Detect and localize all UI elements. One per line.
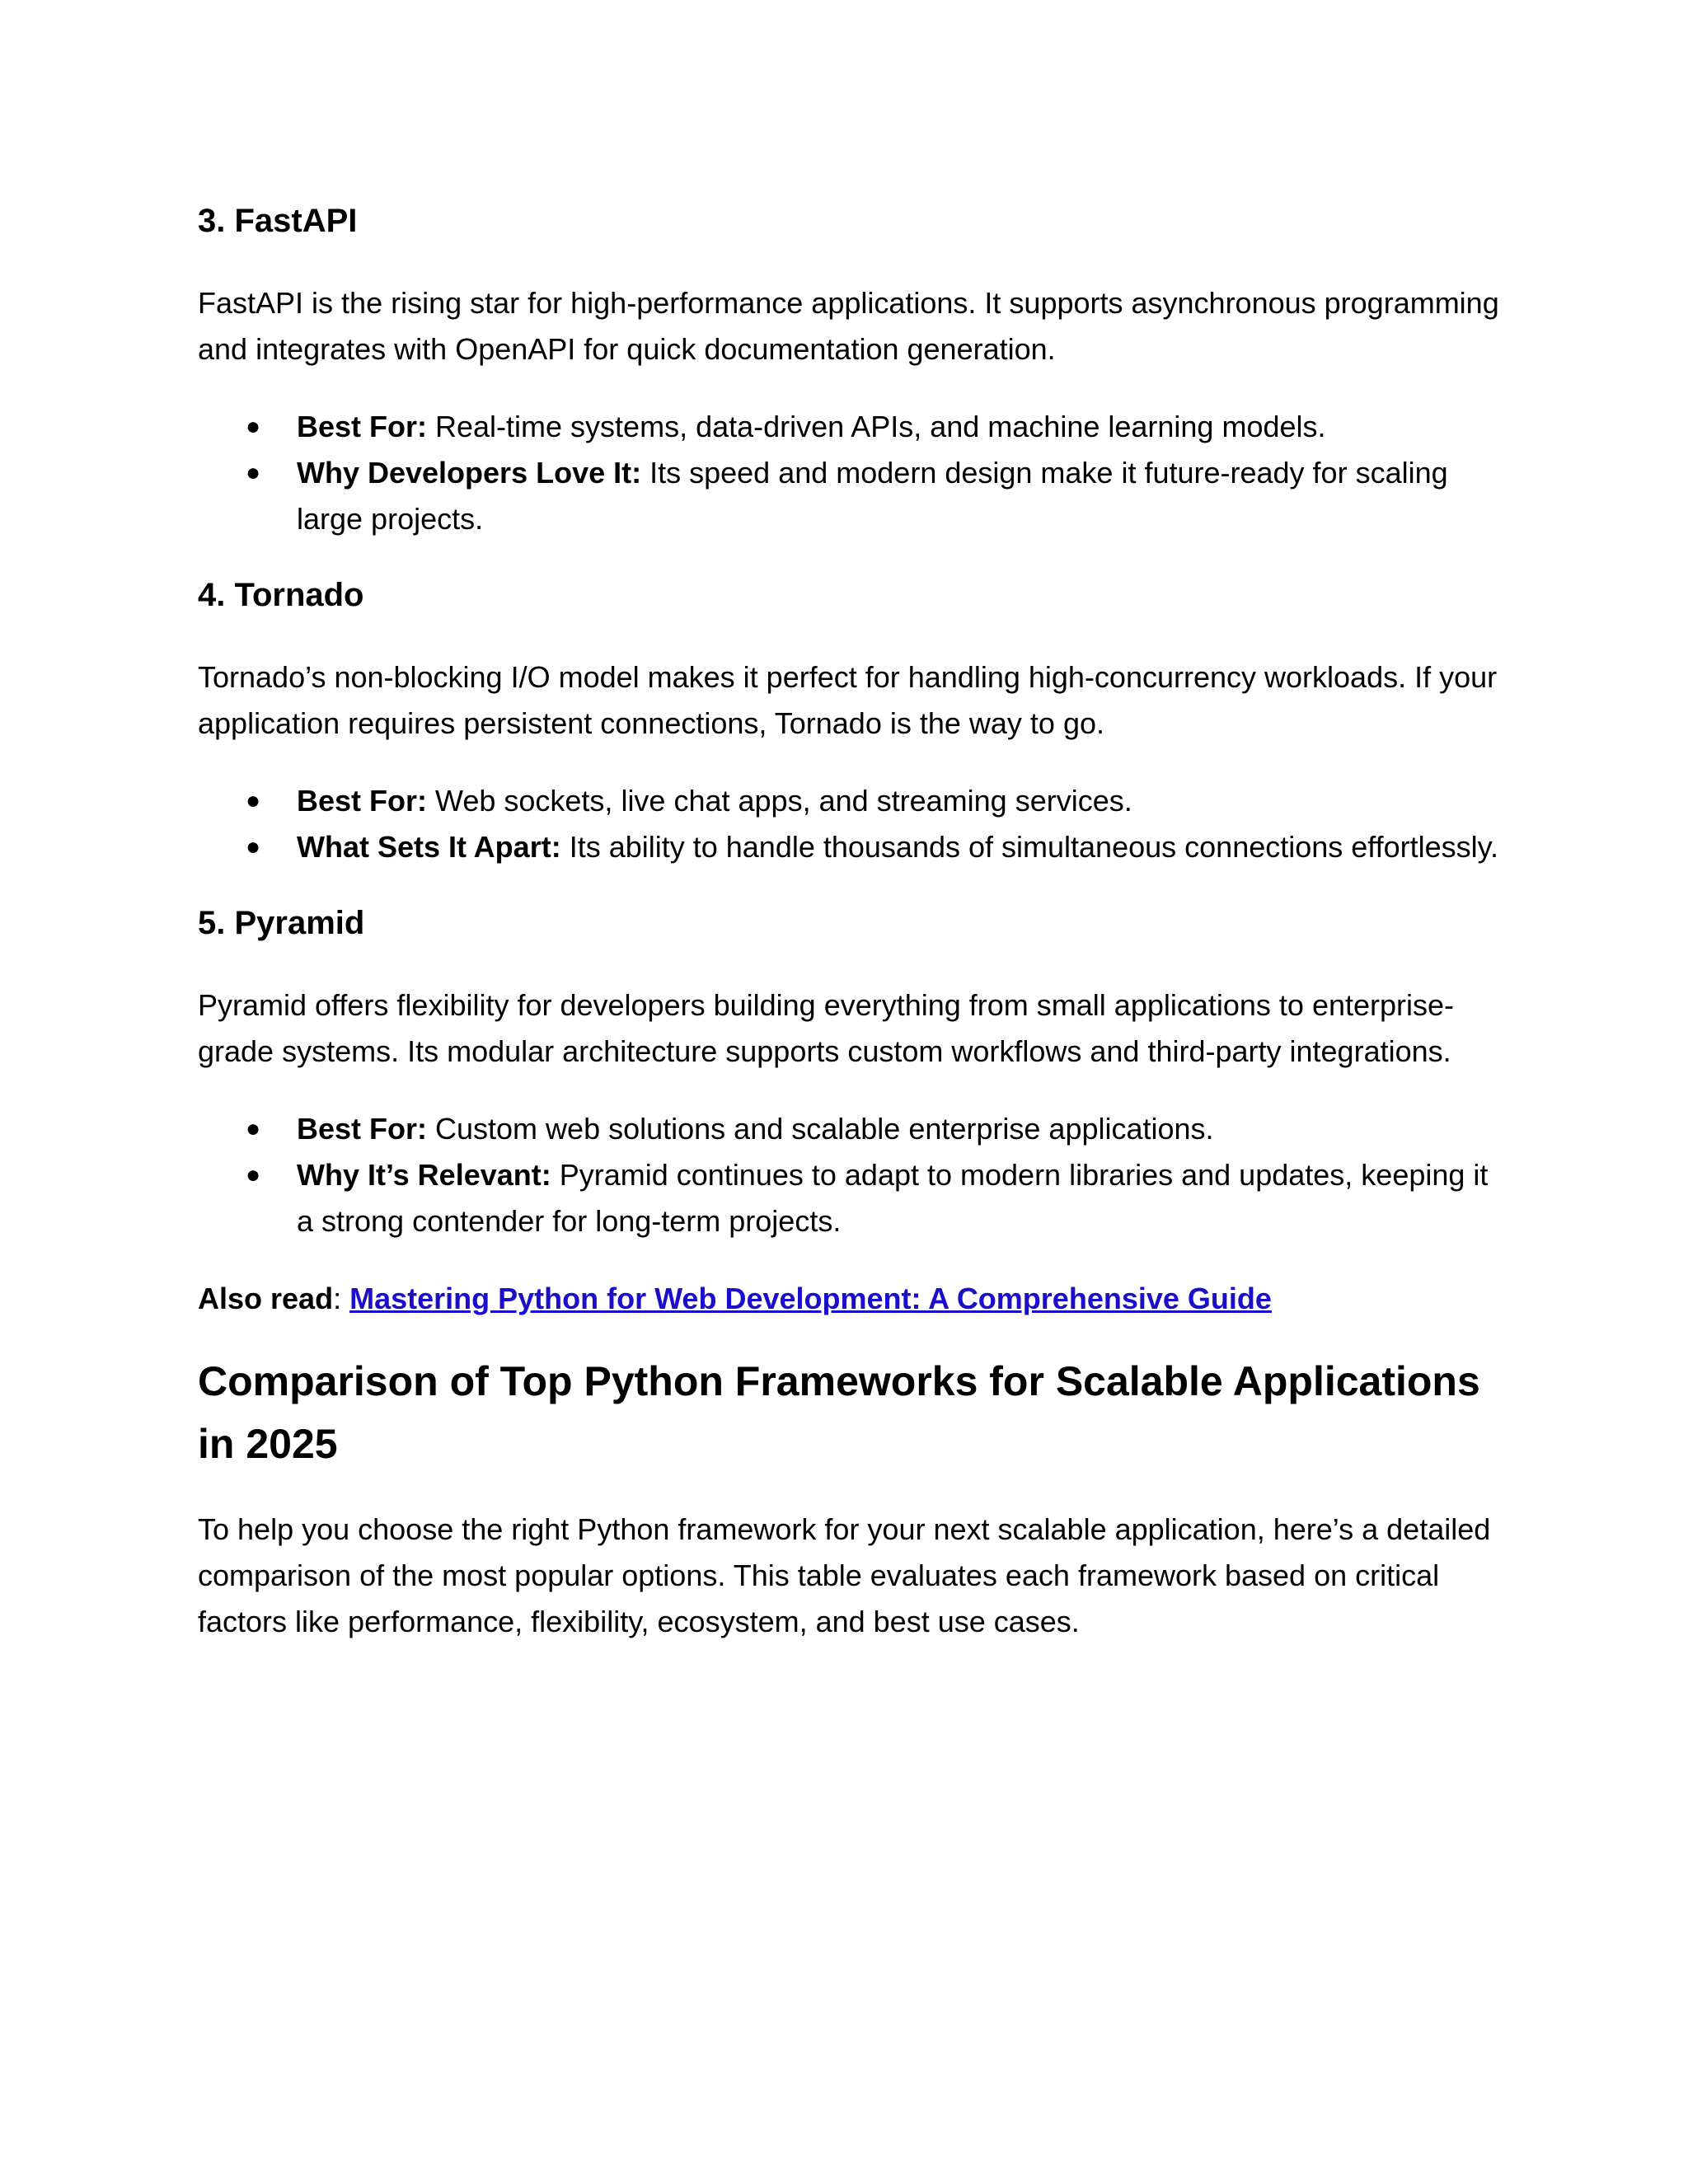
section-pyramid	[198, 900, 1508, 1244]
section-paragraph: Pyramid offers flexibility for developers building everything from small applications to enterprise-grade systems. Its modular architecture supports custom workflows and third-party integrations.	[198, 988, 1455, 1068]
bullet-label: Best For:	[297, 410, 428, 443]
bullet-list	[198, 778, 1508, 870]
bullet-text: Web sockets, live chat apps, and streaming services.	[427, 784, 1132, 818]
section-heading: 4. Tornado	[198, 577, 364, 613]
list-item	[198, 1106, 1508, 1152]
section-tornado	[198, 572, 1508, 870]
bullet-icon: ●	[246, 413, 261, 440]
bullet-label: What Sets It Apart:	[297, 830, 561, 864]
comparison-heading: Comparison of Top Python Frameworks for Scalable Applications in 2025	[198, 1358, 1480, 1467]
section-heading: 5. Pyramid	[198, 905, 365, 941]
bullet-label: Best For:	[297, 784, 428, 818]
bullet-list	[198, 404, 1508, 542]
section-fastapi	[198, 198, 1508, 542]
bullet-text: Real-time systems, data-driven APIs, and machine learning models.	[427, 410, 1326, 443]
bullet-icon: ●	[246, 787, 261, 814]
bullet-text: Its speed and modern design make it future-ready for scaling large projects.	[297, 456, 1448, 536]
list-item	[198, 404, 1508, 450]
list-item	[198, 778, 1508, 824]
comparison-paragraph: To help you choose the right Python framework for your next scalable application, here’s a detailed comparison of the most popular options. This table evaluates each framework based on critical factors like performance, flexibility, ecosystem, and best use cases.	[198, 1512, 1491, 1638]
bullet-list	[198, 1106, 1508, 1244]
list-item	[198, 450, 1508, 542]
bullet-text: Custom web solutions and scalable enterprise applications.	[427, 1112, 1214, 1146]
bullet-icon: ●	[246, 1115, 261, 1142]
bullet-label: Best For:	[297, 1112, 428, 1146]
also-read-line	[198, 1276, 1508, 1322]
also-read-link[interactable]: Mastering Python for Web Development: A Comprehensive Guide	[349, 1282, 1272, 1315]
bullet-label: Why It’s Relevant:	[297, 1158, 551, 1192]
document-page	[198, 198, 1508, 1645]
bullet-icon: ●	[246, 459, 261, 486]
list-item	[198, 824, 1508, 870]
bullet-icon: ●	[246, 1161, 261, 1188]
section-heading: 3. FastAPI	[198, 203, 358, 239]
section-paragraph: FastAPI is the rising star for high-performance applications. It supports asynchronous programming and integrates with OpenAPI for quick documentation generation.	[198, 286, 1499, 366]
section-paragraph: Tornado’s non-blocking I/O model makes it perfect for handling high-concurrency workloads. If your application requires persistent connections, Tornado is the way to go.	[198, 660, 1498, 740]
bullet-icon: ●	[246, 833, 261, 860]
bullet-text: Pyramid continues to adapt to modern libraries and updates, keeping it a strong contender for long-term projects.	[297, 1158, 1489, 1238]
list-item	[198, 1152, 1508, 1244]
also-read-separator: :	[333, 1282, 350, 1315]
bullet-text: Its ability to handle thousands of simultaneous connections effortlessly.	[560, 830, 1499, 864]
also-read-label: Also read	[198, 1282, 334, 1315]
bullet-label: Why Developers Love It:	[297, 456, 642, 490]
